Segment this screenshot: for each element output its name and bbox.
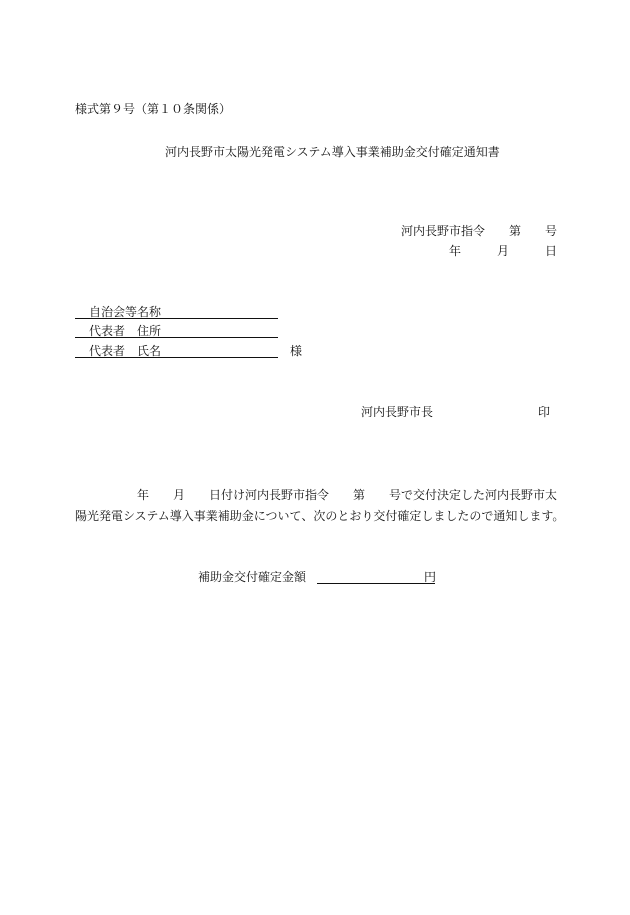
org-name-label: 自治会等名称 [89, 305, 162, 319]
issuer-name: 河内長野市長 [361, 405, 434, 419]
reference-prefix: 河内長野市指令 [401, 224, 486, 238]
body-dai-label: 第 [353, 488, 366, 502]
amount-underline [317, 583, 435, 584]
amount-currency: 円 [424, 570, 437, 584]
honorific-sama: 様 [290, 344, 303, 358]
seal-mark: 印 [538, 405, 551, 419]
body-year-label: 年 [137, 488, 150, 502]
body-month-label: 月 [173, 488, 186, 502]
rep-address-label: 代表者 住所 [89, 324, 162, 338]
amount-label: 補助金交付確定金額 [198, 570, 307, 584]
org-name-underline [75, 318, 278, 319]
rep-name-label: 代表者 氏名 [89, 344, 162, 358]
date-year-label: 年 [449, 244, 462, 258]
body-line1-middle: 日付け河内長野市指令 [209, 488, 330, 502]
document-title: 河内長野市太陽光発電システム導入事業補助金交付確定通知書 [165, 145, 500, 159]
reference-go: 号 [545, 224, 558, 238]
rep-address-underline [75, 337, 278, 338]
form-number: 様式第９号（第１０条関係） [75, 102, 232, 116]
rep-name-underline [75, 357, 278, 358]
body-line2: 陽光発電システム導入事業補助金について、次のとおり交付確定しましたので通知します。 [75, 509, 565, 523]
reference-dai: 第 [509, 224, 522, 238]
date-day-label: 日 [545, 244, 558, 258]
date-month-label: 月 [497, 244, 510, 258]
body-line1-end: 号で交付決定した河内長野市太 [389, 488, 558, 502]
